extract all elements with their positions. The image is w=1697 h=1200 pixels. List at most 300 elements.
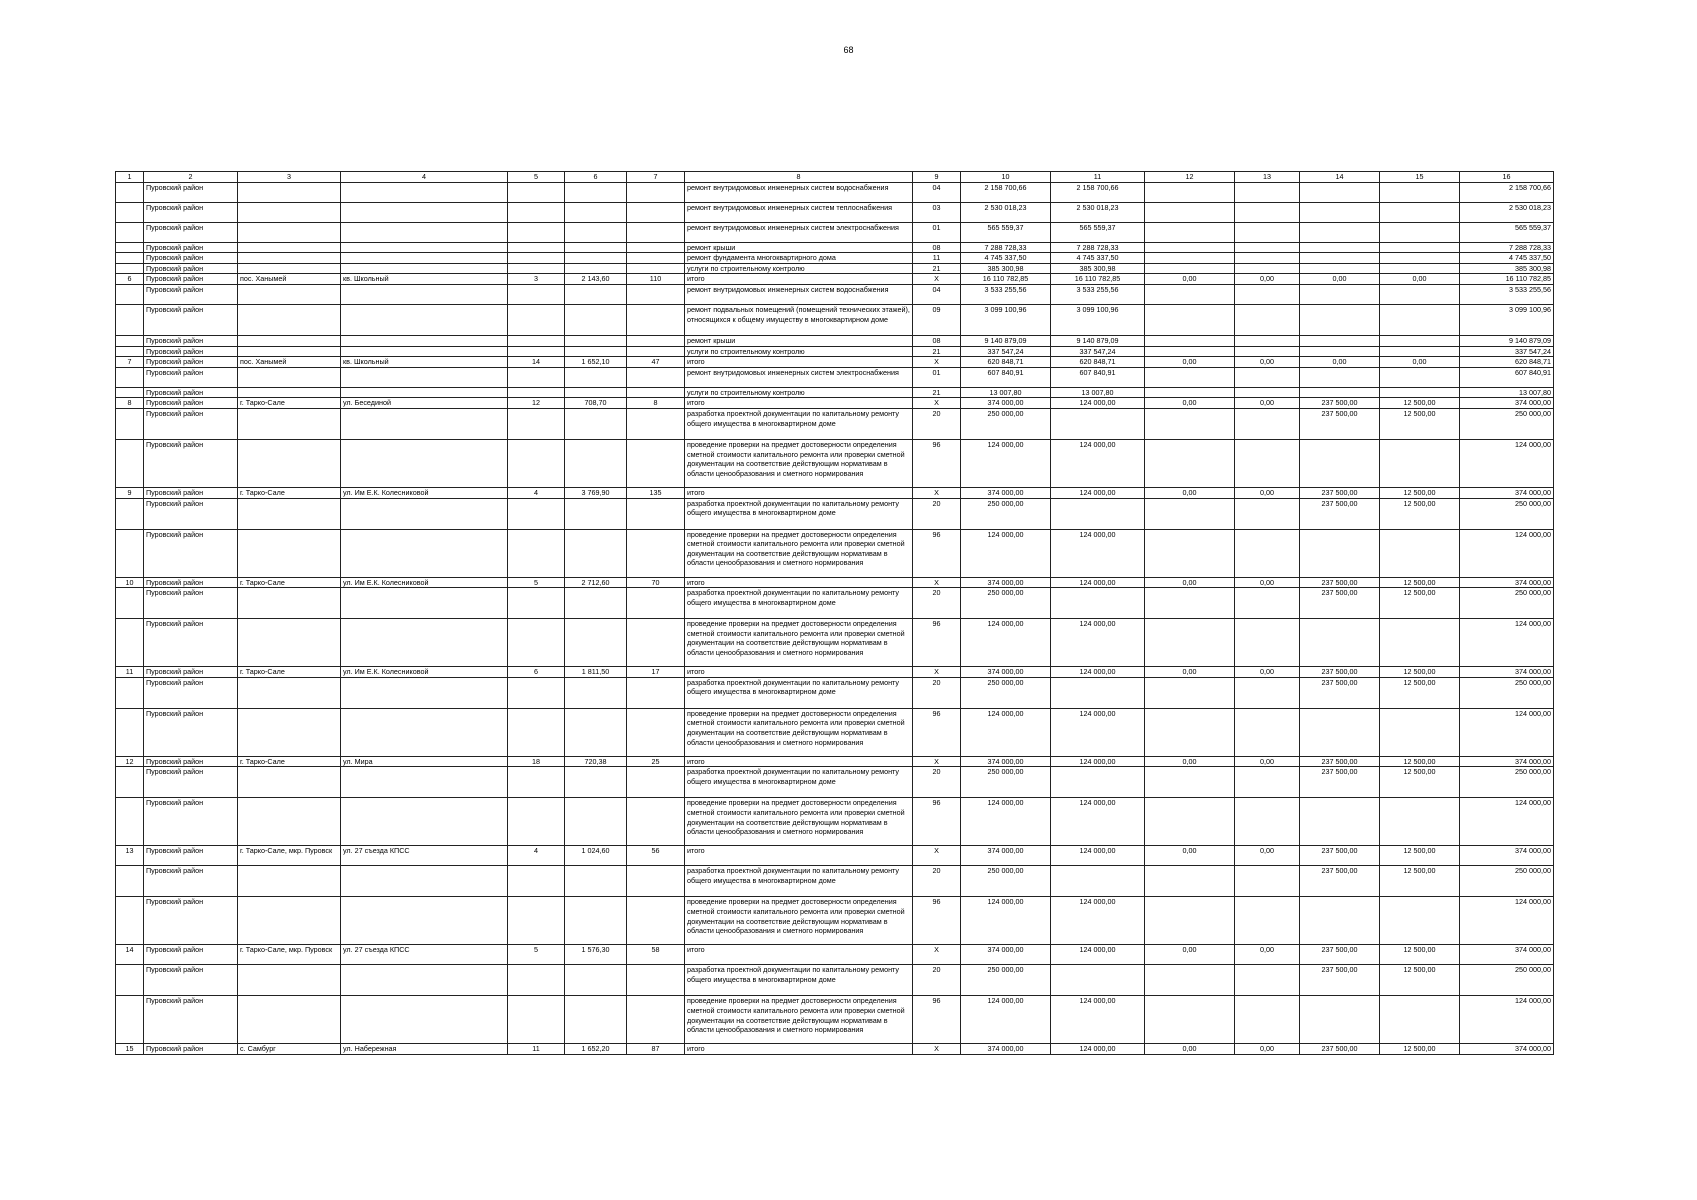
cell-planned-cost: 374 000,00 xyxy=(1460,667,1554,678)
cell-district: Пуровский район xyxy=(144,1044,238,1055)
table-row xyxy=(116,335,1554,346)
cell-district: Пуровский район xyxy=(144,945,238,965)
cell-district: Пуровский район xyxy=(144,357,238,368)
cell-residents xyxy=(627,708,685,756)
table-row xyxy=(116,588,1554,619)
cell-budget-cost xyxy=(1145,284,1235,304)
cell-street xyxy=(341,866,508,897)
column-header-9: 9 xyxy=(913,172,961,183)
cell-row-number: 12 xyxy=(116,756,144,767)
table-row xyxy=(116,242,1554,253)
cell-row-number: 14 xyxy=(116,945,144,965)
cell-fund-cost: 3 099 100,96 xyxy=(1051,304,1145,335)
cell-owners-cost: 0,00 xyxy=(1380,357,1460,368)
cell-region-cost xyxy=(1235,897,1300,945)
table-row xyxy=(116,677,1554,708)
cell-settlement: г. Тарко-Сале xyxy=(238,487,341,498)
cell-house-number: 3 xyxy=(508,274,565,285)
table-row xyxy=(116,222,1554,242)
cell-row-number: 10 xyxy=(116,577,144,588)
cell-owners-cost: 12 500,00 xyxy=(1380,965,1460,996)
cell-work-type: разработка проектной документации по капитальному ремонту общего имущества в многоквартирном доме xyxy=(685,588,913,619)
cell-total-cost: 13 007,80 xyxy=(961,387,1051,398)
cell-area: 1 811,50 xyxy=(565,667,627,678)
cell-row-number xyxy=(116,708,144,756)
cell-district: Пуровский район xyxy=(144,667,238,678)
column-header-10: 10 xyxy=(961,172,1051,183)
cell-street xyxy=(341,708,508,756)
cell-row-number xyxy=(116,222,144,242)
cell-work-type: ремонт крыши xyxy=(685,335,913,346)
cell-total-cost: 124 000,00 xyxy=(961,439,1051,487)
table-row xyxy=(116,945,1554,965)
cell-street: ул. 27 съезда КПСС xyxy=(341,846,508,866)
cell-work-type: проведение проверки на предмет достоверности определения сметной стоимости капитального ремонта или проверки сметной документации на соответствие действующим нормативам в области ценообразования и сметного нормирования xyxy=(685,798,913,846)
cell-region-cost xyxy=(1235,529,1300,577)
cell-row-number xyxy=(116,182,144,202)
cell-area xyxy=(565,222,627,242)
cell-planned-cost: 250 000,00 xyxy=(1460,866,1554,897)
cell-region-cost xyxy=(1235,304,1300,335)
cell-work-code: X xyxy=(913,577,961,588)
cell-region-cost xyxy=(1235,677,1300,708)
cell-area xyxy=(565,284,627,304)
cell-work-type: разработка проектной документации по капитальному ремонту общего имущества в многоквартирном доме xyxy=(685,866,913,897)
cell-residents: 56 xyxy=(627,846,685,866)
cell-settlement xyxy=(238,242,341,253)
column-header-5: 5 xyxy=(508,172,565,183)
cell-street xyxy=(341,408,508,439)
cell-total-cost: 250 000,00 xyxy=(961,767,1051,798)
cell-row-number xyxy=(116,242,144,253)
cell-total-cost: 124 000,00 xyxy=(961,708,1051,756)
table-row xyxy=(116,439,1554,487)
cell-residents xyxy=(627,588,685,619)
cell-fund-cost: 2 158 700,66 xyxy=(1051,182,1145,202)
cell-total-cost: 250 000,00 xyxy=(961,498,1051,529)
cell-street xyxy=(341,677,508,708)
cell-region-cost xyxy=(1235,996,1300,1044)
cell-settlement xyxy=(238,335,341,346)
cell-district: Пуровский район xyxy=(144,708,238,756)
cell-work-code: X xyxy=(913,846,961,866)
cell-total-cost: 9 140 879,09 xyxy=(961,335,1051,346)
cell-house-number xyxy=(508,304,565,335)
cell-house-number xyxy=(508,798,565,846)
cell-work-type: проведение проверки на предмет достоверности определения сметной стоимости капитального ремонта или проверки сметной документации на соответствие действующим нормативам в области ценообразования и сметного нормирования xyxy=(685,897,913,945)
cell-district: Пуровский район xyxy=(144,965,238,996)
cell-municipal-cost: 237 500,00 xyxy=(1300,408,1380,439)
cell-work-type: услуги по строительному контролю xyxy=(685,387,913,398)
cell-work-code: X xyxy=(913,487,961,498)
cell-region-cost: 0,00 xyxy=(1235,487,1300,498)
cell-settlement: пос. Ханымей xyxy=(238,357,341,368)
cell-owners-cost: 12 500,00 xyxy=(1380,846,1460,866)
cell-district: Пуровский район xyxy=(144,498,238,529)
cell-total-cost: 2 158 700,66 xyxy=(961,182,1051,202)
cell-budget-cost xyxy=(1145,439,1235,487)
header-row xyxy=(116,172,1554,183)
column-header-3: 3 xyxy=(238,172,341,183)
table-row xyxy=(116,487,1554,498)
column-header-16: 16 xyxy=(1460,172,1554,183)
cell-row-number xyxy=(116,767,144,798)
cell-work-code: 20 xyxy=(913,498,961,529)
cell-fund-cost: 124 000,00 xyxy=(1051,667,1145,678)
cell-fund-cost: 124 000,00 xyxy=(1051,529,1145,577)
cell-street xyxy=(341,897,508,945)
table-row xyxy=(116,263,1554,274)
table-row xyxy=(116,253,1554,264)
cell-budget-cost xyxy=(1145,202,1235,222)
cell-residents: 25 xyxy=(627,756,685,767)
cell-street xyxy=(341,619,508,667)
cell-planned-cost: 124 000,00 xyxy=(1460,897,1554,945)
cell-area: 1 024,60 xyxy=(565,846,627,866)
cell-municipal-cost: 237 500,00 xyxy=(1300,945,1380,965)
cell-work-type: итого xyxy=(685,846,913,866)
cell-owners-cost xyxy=(1380,996,1460,1044)
cell-work-code: 21 xyxy=(913,263,961,274)
cell-municipal-cost: 237 500,00 xyxy=(1300,846,1380,866)
cell-street xyxy=(341,284,508,304)
cell-area xyxy=(565,498,627,529)
cell-budget-cost xyxy=(1145,367,1235,387)
cell-municipal-cost xyxy=(1300,387,1380,398)
cell-settlement xyxy=(238,498,341,529)
table-row xyxy=(116,202,1554,222)
cell-district: Пуровский район xyxy=(144,866,238,897)
table-row xyxy=(116,498,1554,529)
cell-work-type: итого xyxy=(685,487,913,498)
cell-work-code: 20 xyxy=(913,408,961,439)
cell-settlement xyxy=(238,253,341,264)
cell-work-type: ремонт внутридомовых инженерных систем водоснабжения xyxy=(685,182,913,202)
cell-planned-cost: 374 000,00 xyxy=(1460,1044,1554,1055)
cell-district: Пуровский район xyxy=(144,798,238,846)
cell-settlement xyxy=(238,439,341,487)
cell-work-type: итого xyxy=(685,274,913,285)
cell-residents xyxy=(627,529,685,577)
cell-region-cost xyxy=(1235,387,1300,398)
cell-residents: 70 xyxy=(627,577,685,588)
cell-residents xyxy=(627,798,685,846)
cell-region-cost: 0,00 xyxy=(1235,398,1300,409)
cell-district: Пуровский район xyxy=(144,304,238,335)
cell-fund-cost: 337 547,24 xyxy=(1051,346,1145,357)
cell-row-number xyxy=(116,367,144,387)
cell-street xyxy=(341,304,508,335)
cell-settlement xyxy=(238,222,341,242)
cell-region-cost: 0,00 xyxy=(1235,846,1300,866)
cell-street xyxy=(341,439,508,487)
cell-settlement xyxy=(238,767,341,798)
cell-fund-cost xyxy=(1051,965,1145,996)
cell-municipal-cost xyxy=(1300,253,1380,264)
cell-municipal-cost xyxy=(1300,304,1380,335)
cell-area: 720,38 xyxy=(565,756,627,767)
cell-municipal-cost xyxy=(1300,996,1380,1044)
cell-work-type: разработка проектной документации по капитальному ремонту общего имущества в многоквартирном доме xyxy=(685,965,913,996)
cell-planned-cost: 250 000,00 xyxy=(1460,965,1554,996)
cell-total-cost: 7 288 728,33 xyxy=(961,242,1051,253)
cell-planned-cost: 385 300,98 xyxy=(1460,263,1554,274)
cell-region-cost xyxy=(1235,498,1300,529)
cell-fund-cost: 124 000,00 xyxy=(1051,708,1145,756)
cell-region-cost: 0,00 xyxy=(1235,274,1300,285)
cell-owners-cost: 12 500,00 xyxy=(1380,767,1460,798)
cell-house-number xyxy=(508,387,565,398)
cell-planned-cost: 9 140 879,09 xyxy=(1460,335,1554,346)
cell-district: Пуровский район xyxy=(144,619,238,667)
table-row xyxy=(116,996,1554,1044)
cell-fund-cost: 124 000,00 xyxy=(1051,577,1145,588)
cell-owners-cost xyxy=(1380,387,1460,398)
cell-residents xyxy=(627,866,685,897)
cell-budget-cost xyxy=(1145,767,1235,798)
table-row xyxy=(116,346,1554,357)
cell-street xyxy=(341,222,508,242)
cell-settlement xyxy=(238,408,341,439)
cell-row-number xyxy=(116,387,144,398)
cell-total-cost: 250 000,00 xyxy=(961,866,1051,897)
cell-region-cost: 0,00 xyxy=(1235,577,1300,588)
cell-settlement xyxy=(238,367,341,387)
cell-budget-cost: 0,00 xyxy=(1145,846,1235,866)
cell-work-type: ремонт внутридомовых инженерных систем водоснабжения xyxy=(685,284,913,304)
cell-total-cost: 374 000,00 xyxy=(961,577,1051,588)
cell-municipal-cost xyxy=(1300,335,1380,346)
cell-municipal-cost xyxy=(1300,242,1380,253)
cell-street xyxy=(341,263,508,274)
cell-house-number xyxy=(508,242,565,253)
cell-house-number xyxy=(508,996,565,1044)
cell-residents: 47 xyxy=(627,357,685,368)
cell-row-number xyxy=(116,529,144,577)
cell-house-number: 4 xyxy=(508,487,565,498)
cell-budget-cost xyxy=(1145,529,1235,577)
cell-settlement: г. Тарко-Сале, мкр. Пуровск xyxy=(238,945,341,965)
cell-planned-cost: 374 000,00 xyxy=(1460,945,1554,965)
column-header-13: 13 xyxy=(1235,172,1300,183)
cell-residents xyxy=(627,202,685,222)
cell-residents xyxy=(627,346,685,357)
cell-work-type: итого xyxy=(685,756,913,767)
cell-work-type: итого xyxy=(685,667,913,678)
cell-street: ул. Бесединой xyxy=(341,398,508,409)
cell-area xyxy=(565,304,627,335)
cell-total-cost: 250 000,00 xyxy=(961,677,1051,708)
cell-house-number xyxy=(508,965,565,996)
cell-total-cost: 3 099 100,96 xyxy=(961,304,1051,335)
cell-residents xyxy=(627,408,685,439)
table-row xyxy=(116,1044,1554,1055)
cell-house-number xyxy=(508,202,565,222)
cell-residents xyxy=(627,263,685,274)
page-number: 68 xyxy=(843,45,854,55)
cell-street: ул. Им Е.К. Колесниковой xyxy=(341,487,508,498)
cell-work-code: X xyxy=(913,945,961,965)
cell-street: ул. Им Е.К. Колесниковой xyxy=(341,577,508,588)
table-row xyxy=(116,529,1554,577)
cell-house-number: 12 xyxy=(508,398,565,409)
cell-municipal-cost: 237 500,00 xyxy=(1300,498,1380,529)
cell-house-number xyxy=(508,367,565,387)
cell-planned-cost: 250 000,00 xyxy=(1460,408,1554,439)
cell-work-type: проведение проверки на предмет достоверности определения сметной стоимости капитального ремонта или проверки сметной документации на соответствие действующим нормативам в области ценообразования и сметного нормирования xyxy=(685,996,913,1044)
cell-residents: 58 xyxy=(627,945,685,965)
cell-region-cost xyxy=(1235,253,1300,264)
cell-total-cost: 607 840,91 xyxy=(961,367,1051,387)
table-row xyxy=(116,965,1554,996)
cell-region-cost xyxy=(1235,708,1300,756)
cell-row-number xyxy=(116,897,144,945)
cell-row-number xyxy=(116,263,144,274)
table-row xyxy=(116,846,1554,866)
cell-work-code: 04 xyxy=(913,182,961,202)
cell-fund-cost xyxy=(1051,498,1145,529)
cell-work-type: проведение проверки на предмет достоверности определения сметной стоимости капитального ремонта или проверки сметной документации на соответствие действующим нормативам в области ценообразования и сметного нормирования xyxy=(685,439,913,487)
cell-budget-cost xyxy=(1145,866,1235,897)
cell-area xyxy=(565,253,627,264)
cell-fund-cost: 124 000,00 xyxy=(1051,798,1145,846)
cell-row-number xyxy=(116,408,144,439)
cell-area xyxy=(565,866,627,897)
cell-municipal-cost xyxy=(1300,529,1380,577)
cell-work-code: 08 xyxy=(913,242,961,253)
cell-budget-cost: 0,00 xyxy=(1145,945,1235,965)
cell-street xyxy=(341,367,508,387)
cell-settlement xyxy=(238,996,341,1044)
cell-fund-cost: 124 000,00 xyxy=(1051,996,1145,1044)
cell-region-cost: 0,00 xyxy=(1235,756,1300,767)
table-row xyxy=(116,398,1554,409)
cell-municipal-cost: 237 500,00 xyxy=(1300,965,1380,996)
cell-municipal-cost xyxy=(1300,346,1380,357)
cell-settlement xyxy=(238,284,341,304)
cell-fund-cost: 9 140 879,09 xyxy=(1051,335,1145,346)
cell-municipal-cost xyxy=(1300,798,1380,846)
cell-planned-cost: 620 848,71 xyxy=(1460,357,1554,368)
cell-work-code: 20 xyxy=(913,866,961,897)
cell-house-number xyxy=(508,346,565,357)
cell-district: Пуровский район xyxy=(144,756,238,767)
cell-municipal-cost: 237 500,00 xyxy=(1300,577,1380,588)
cell-fund-cost: 124 000,00 xyxy=(1051,487,1145,498)
cell-region-cost xyxy=(1235,866,1300,897)
cell-house-number xyxy=(508,335,565,346)
cell-work-code: 01 xyxy=(913,367,961,387)
cell-work-code: 96 xyxy=(913,619,961,667)
cell-residents xyxy=(627,253,685,264)
cell-area: 3 769,90 xyxy=(565,487,627,498)
cell-budget-cost xyxy=(1145,588,1235,619)
cell-municipal-cost: 237 500,00 xyxy=(1300,1044,1380,1055)
cell-settlement xyxy=(238,708,341,756)
table-row xyxy=(116,182,1554,202)
cell-owners-cost xyxy=(1380,284,1460,304)
cell-settlement: г. Тарко-Сале xyxy=(238,577,341,588)
cell-area xyxy=(565,263,627,274)
cell-work-code: 96 xyxy=(913,439,961,487)
cell-budget-cost xyxy=(1145,253,1235,264)
cell-owners-cost xyxy=(1380,263,1460,274)
cell-work-code: X xyxy=(913,357,961,368)
cell-budget-cost: 0,00 xyxy=(1145,1044,1235,1055)
cell-fund-cost: 16 110 782,85 xyxy=(1051,274,1145,285)
cell-district: Пуровский район xyxy=(144,529,238,577)
cell-row-number: 7 xyxy=(116,357,144,368)
cell-residents xyxy=(627,304,685,335)
cell-work-code: 20 xyxy=(913,767,961,798)
cell-work-code: 08 xyxy=(913,335,961,346)
cell-district: Пуровский район xyxy=(144,398,238,409)
cell-region-cost xyxy=(1235,346,1300,357)
cell-area xyxy=(565,408,627,439)
table-header xyxy=(116,172,1554,183)
table-row xyxy=(116,897,1554,945)
cell-area xyxy=(565,588,627,619)
cell-house-number: 5 xyxy=(508,577,565,588)
cell-owners-cost: 12 500,00 xyxy=(1380,677,1460,708)
cell-owners-cost: 12 500,00 xyxy=(1380,588,1460,619)
cell-settlement xyxy=(238,387,341,398)
cell-house-number: 14 xyxy=(508,357,565,368)
cell-work-code: X xyxy=(913,398,961,409)
cell-owners-cost xyxy=(1380,222,1460,242)
cell-region-cost xyxy=(1235,798,1300,846)
cell-municipal-cost: 237 500,00 xyxy=(1300,588,1380,619)
cell-municipal-cost: 0,00 xyxy=(1300,274,1380,285)
cell-work-code: 20 xyxy=(913,677,961,708)
cell-total-cost: 124 000,00 xyxy=(961,619,1051,667)
cell-fund-cost: 124 000,00 xyxy=(1051,1044,1145,1055)
cell-budget-cost xyxy=(1145,263,1235,274)
cell-area: 1 652,10 xyxy=(565,357,627,368)
cell-budget-cost xyxy=(1145,996,1235,1044)
column-header-2: 2 xyxy=(144,172,238,183)
cell-municipal-cost xyxy=(1300,439,1380,487)
cell-budget-cost xyxy=(1145,619,1235,667)
cell-region-cost xyxy=(1235,182,1300,202)
cell-region-cost xyxy=(1235,588,1300,619)
cell-region-cost: 0,00 xyxy=(1235,357,1300,368)
cell-street xyxy=(341,529,508,577)
cell-residents xyxy=(627,498,685,529)
cell-planned-cost: 7 288 728,33 xyxy=(1460,242,1554,253)
cell-planned-cost: 13 007,80 xyxy=(1460,387,1554,398)
cell-residents xyxy=(627,439,685,487)
cell-house-number xyxy=(508,439,565,487)
cell-budget-cost xyxy=(1145,965,1235,996)
cell-district: Пуровский район xyxy=(144,242,238,253)
cell-owners-cost: 12 500,00 xyxy=(1380,408,1460,439)
cell-street: ул. Набережная xyxy=(341,1044,508,1055)
cell-street xyxy=(341,996,508,1044)
cell-budget-cost xyxy=(1145,677,1235,708)
cell-house-number xyxy=(508,529,565,577)
cell-total-cost: 16 110 782,85 xyxy=(961,274,1051,285)
cell-region-cost xyxy=(1235,619,1300,667)
cell-work-type: итого xyxy=(685,1044,913,1055)
table-row xyxy=(116,866,1554,897)
cell-total-cost: 374 000,00 xyxy=(961,667,1051,678)
cell-municipal-cost: 237 500,00 xyxy=(1300,866,1380,897)
cell-residents xyxy=(627,284,685,304)
cell-planned-cost: 250 000,00 xyxy=(1460,588,1554,619)
table-row xyxy=(116,284,1554,304)
cell-row-number xyxy=(116,335,144,346)
